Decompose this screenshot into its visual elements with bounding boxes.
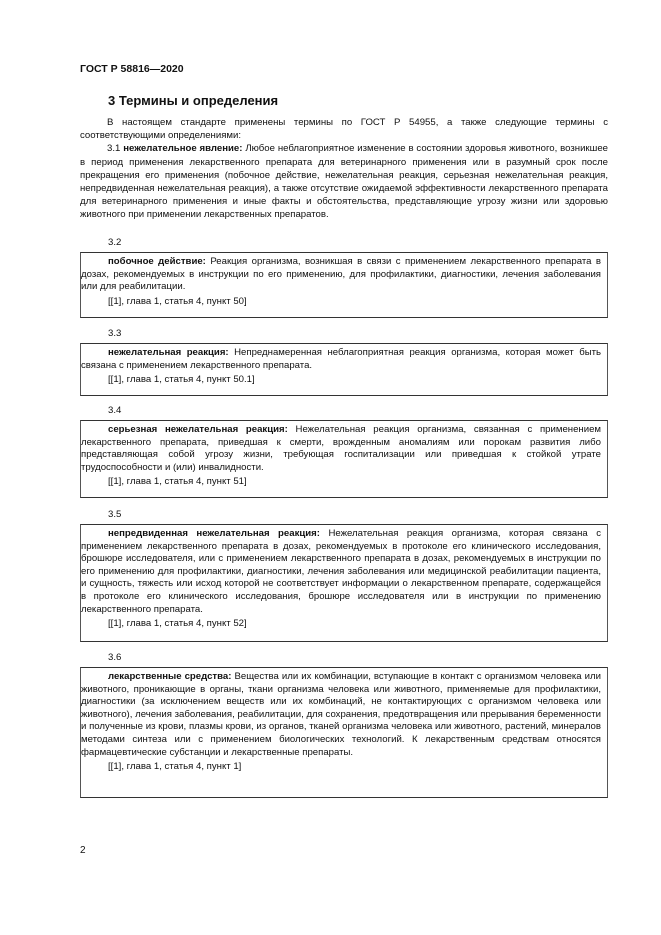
term-definition: [81, 528, 601, 616]
term-text: Вещества или их комбинации, вступающие в контакт с организмом человека или животного, проникающие в органы, ткани организма человека или животного, применяемые для профилактики, диагностики (за исключением веществ или их комбинаций, не контактирующих с организмом человека или животного), лечения заболевания, реабилитации, для сохранения, предотвращения или прерывания беременности и полученные из крови, плазмы крови, из органов, тканей организма человека или животного, растений, минералов методами синтеза или с применением биологических технологий. К лекарственным средствам относятся фармацевтические субстанции и лекарственные препараты.: [81, 671, 601, 758]
term-3-1-name: нежелательное явление:: [123, 143, 243, 155]
term-name: непредвиденная нежелательная реакция:: [108, 528, 320, 539]
term-text: Нежелательная реакция организма, которая связана с применением лекарственного препарата в дозах, рекомендуемых в протоколе его клинического исследования, брошюре исследователя, или с применением лекарственного препарата в дозах, рекомендуемых в инструкции по его применению для профилактики, диагностики, лечения заболевания или медицинской реабилитации пациента, и сущность, тяжесть или исход которой не соответствует информации о лекарственном препарате, содержащейся в протоколе его клинического исследования, брошюре исследователя или в инструкции по применению лекарственного препарата.: [81, 528, 601, 615]
term-3-1-number: 3.1: [107, 143, 121, 155]
term-source: [[1], глава 1, статья 4, пункт 50]: [108, 295, 247, 307]
term-source: [[1], глава 1, статья 4, пункт 50.1]: [108, 374, 255, 386]
standard-code: ГОСТ Р 58816—2020: [80, 63, 184, 75]
term-number: 3.4: [108, 405, 122, 416]
term-definition: [81, 256, 601, 294]
term-box-3-4: [80, 420, 608, 498]
term-box-3-6: [80, 667, 608, 798]
page-number: 2: [80, 845, 86, 856]
term-definition: [81, 671, 601, 759]
term-box-3-2: [80, 252, 608, 318]
term-source: [[1], глава 1, статья 4, пункт 1]: [108, 761, 242, 773]
section-title: 3 Термины и определения: [108, 93, 279, 108]
term-text: Непреднамеренная неблагоприятная реакция организма, которая может быть связана с применением лекарственного препарата.: [81, 347, 601, 371]
term-text: Реакция организма, возникшая в связи с применением лекарственного препарата в дозах, рекомендуемых в инструкции по его применению, для профилактики, диагностики, лечения заболевания или для реабилитации.: [81, 256, 601, 293]
term-number: 3.3: [108, 328, 122, 339]
term-source: [[1], глава 1, статья 4, пункт 51]: [108, 476, 247, 488]
term-box-3-5: [80, 524, 608, 642]
term-name: нежелательная реакция:: [108, 347, 229, 358]
term-number: 3.6: [108, 652, 122, 663]
term-box-3-3: [80, 343, 608, 396]
term-3-1-definition: Любое неблагоприятное изменение в состоянии здоровья животного, возникшее в период применения лекарственного препарата для ветеринарного применения или в разумный срок после прекращения его применения (побочное действие, нежелательная реакция, серьезная нежелательная реакция, непредвиденная нежелательная реакция), а также отсутствие ожидаемой эффективности лекарственного препарата для ветеринарного применения и иные факты и обстоятельства, представляющие угрозу жизни или здоровью животного при применении лекарственных препаратов.: [80, 143, 608, 221]
term-number: 3.2: [108, 237, 122, 248]
term-number: 3.5: [108, 509, 122, 520]
term-definition: [81, 424, 601, 474]
term-name: серьезная нежелательная реакция:: [108, 424, 288, 435]
intro-text: [80, 116, 608, 222]
term-3-1: [80, 142, 608, 221]
term-source: [[1], глава 1, статья 4, пункт 52]: [108, 618, 247, 630]
intro-paragraph: В настоящем стандарте применены термины по ГОСТ Р 54955, а также следующие термины с соответствующими определениями:: [80, 117, 608, 142]
term-definition: [81, 347, 601, 372]
term-name: побочное действие:: [108, 256, 206, 267]
term-text: Нежелательная реакция организма, связанная с применением лекарственного препарата, приведшая к смерти, врожденным аномалиям или порокам развития либо представляющая собой угрозу жизни, требующая госпитализации или приведшая к стойкой утрате трудоспособности и (или) инвалидности.: [81, 424, 601, 473]
term-name: лекарственные средства:: [108, 671, 232, 682]
